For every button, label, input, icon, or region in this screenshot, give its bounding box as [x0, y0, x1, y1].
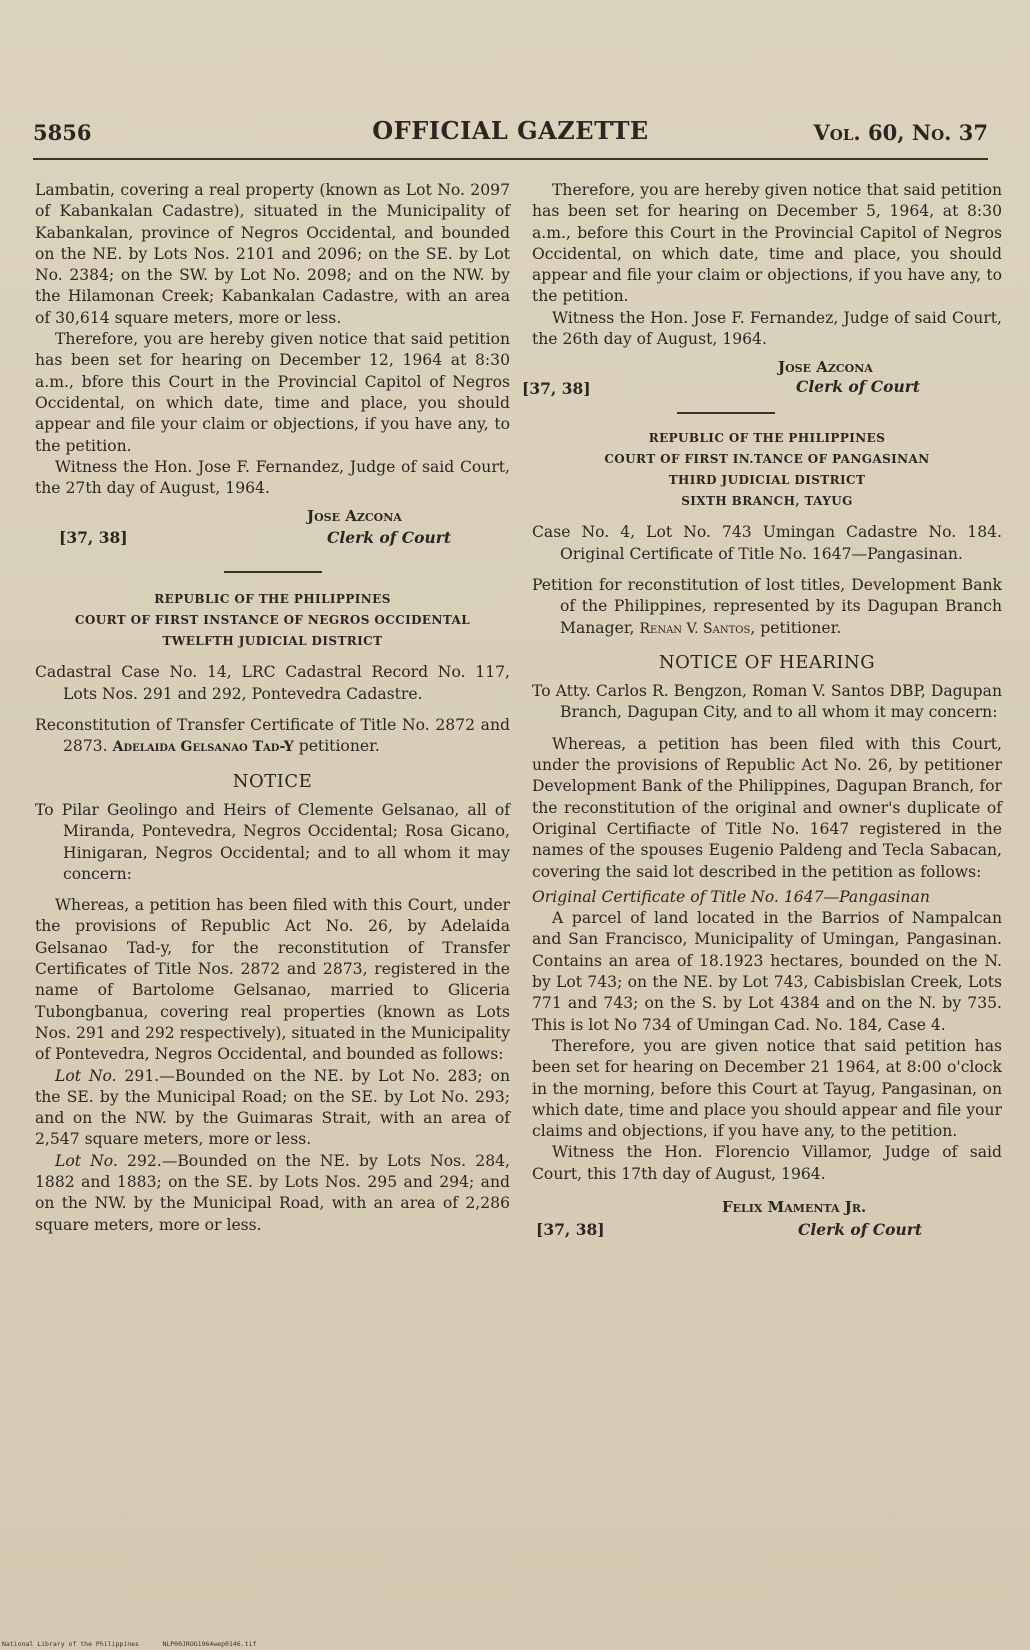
parcel-description: A parcel of land located in the Barrios of Nampalcan and San Francisco, Municipality of Umingan, Pangasinan. Contains an area of 18.1923 hectares, bounded on the N. by Lot 743; on the NE. by Lot 743, Cabisbislan Creek, Lots 771 and 743; on the S. by Lot 4384 and on the N. by 735. This is lot No 734 of Umingan Cad. No. 184, Case 4. [532, 909, 1002, 1034]
lot-292-text: 292.—Bounded on the NE. by Lots Nos. 284, 1882 and 1883; on the SE. by Lots Nos. 295 and 294; and on the NW. by the Municipal Road, with an area of 2,286 square meters, more or less. [35, 1151, 510, 1234]
case-title-text: Reconstitution of Transfer Certificate of Title No. 2872 and 2873. [35, 716, 510, 756]
signatory-title: Clerk of Court [796, 377, 921, 397]
court-line-3: TWELFTH JUDICIAL DISTRICT [162, 634, 383, 649]
page-header [33, 116, 988, 156]
signatory-title: Clerk of Court [327, 528, 452, 548]
court-line-1: REPUBLIC OF THE PHILIPPINES [648, 431, 886, 446]
right-paragraph-1: Therefore, you are hereby given notice that said petition has been set for hearing on December 5, 1964, at 8:30 a.m., before this Court in the Provincial Capitol of Negros Occidental, on which date, time and place, you should appear and file your claim or objections, if you have any, to the petition. [532, 181, 1002, 306]
court-line-3: THIRD JUDICIAL DISTRICT [668, 473, 866, 488]
case-title [532, 575, 1002, 640]
petitioner-label: petitioner. [298, 737, 380, 756]
right-witness-2: Witness the Hon. Florencio Villamor, Judge of said Court, this 17th day of August, 1964. [532, 1143, 1002, 1183]
signatory-name: Jose Azcona [307, 507, 402, 526]
left-column [35, 180, 510, 1236]
volume-label: Vol. 60, No. 37 [813, 120, 988, 145]
court-line-1: REPUBLIC OF THE PHILIPPINES [154, 592, 391, 607]
reference-number: [37, 38] [59, 528, 128, 548]
case-caption: Case No. 4, Lot No. 743 Umingan Cadastre No. 184. Original Certificate of Title No. 1647—Pangasinan. [532, 523, 1002, 563]
publication-title: OFFICIAL GAZETTE [372, 116, 649, 145]
court-line-2: COURT OF FIRST IN.TANCE OF PANGASINAN [604, 452, 930, 467]
signatory-name: Jose Azcona [778, 358, 873, 377]
manager-name: Renan V. Santos [639, 620, 751, 637]
hearing-notice-paragraph: Therefore, you are given notice that said petition has been set for hearing on December 21 1964, at 8:00 o'clock in the morning, before this Court at Tayug, Pangasinan, on which date, time and place you should appear and file your claims and objections, if you have any, to the petition. [532, 1036, 1002, 1141]
addressees: To Pilar Geolingo and Heirs of Clemente Gelsanao, all of Miranda, Pontevedra, Negros Occidental; Rosa Gicano, Hinigaran, Negros Occidental; and to all whom it may concern: [35, 800, 510, 883]
petitioner-label: , petitioner. [750, 618, 842, 637]
lot-292-description [35, 1151, 510, 1236]
notice-of-hearing-heading: NOTICE OF HEARING [658, 651, 876, 673]
court-line-4: SIXTH BRANCH, TAYUG [681, 494, 853, 509]
case-caption: Cadastral Case No. 14, LRC Cadastral Record No. 117, Lots Nos. 291 and 292, Pontevedra Cadastre. [35, 663, 510, 703]
notice-heading: NOTICE [232, 770, 313, 792]
reference-number: [37, 38] [536, 1219, 605, 1239]
right-signature-block-2 [532, 1189, 1002, 1239]
left-witness: Witness the Hon. Jose F. Fernandez, Judge of said Court, the 27th day of August, 1964. [35, 457, 510, 498]
left-signature-block [35, 503, 510, 553]
lot-291-description [35, 1066, 510, 1151]
signatory-title: Clerk of Court [798, 1219, 923, 1239]
lot-291-label: Lot No. [55, 1066, 117, 1085]
section-divider [677, 412, 775, 414]
reference-number: [37, 38] [522, 379, 591, 399]
right-column [522, 180, 1002, 1239]
addressees: To Atty. Carlos R. Bengzon, Roman V. Santos DBP, Dagupan Branch, Dagupan City, and to all whom it may concern: [532, 682, 1002, 722]
header-rule [33, 158, 988, 160]
petitioner-name: Adelaida Gelsanao Tad-Y [112, 739, 294, 756]
left-paragraph-2: Therefore, you are hereby given notice that said petition has been set for hearing on December 12, 1964 at 8:30 a.m., bfore this Court in the Provincial Capitol of Negros Occidental, on which date, time and place, you should appear and file your claim or objections, if you have any, to the petition. [35, 330, 510, 455]
lot-292-label: Lot No. [55, 1151, 118, 1170]
left-paragraph-1: Lambatin, covering a real property (known as Lot No. 2097 of Kabankalan Cadastre), situated in the Municipality of Kabankalan, province of Negros Occidental, and bounded on the NE. by Lots Nos. 2101 and 2096; on the SE. by Lot No. 2384; on the SW. by Lot No. 2098; and on the NW. by the Hilamonan Creek; Kabankalan Cadastre, with an area of 30,614 square meters, more or less. [35, 181, 510, 327]
court-line-2: COURT OF FIRST INSTANCE OF NEGROS OCCIDENTAL [74, 613, 471, 628]
right-witness: Witness the Hon. Jose F. Fernandez, Judge of said Court, the 26th day of August, 1964. [532, 308, 1002, 349]
scan-source-footer: National Library of the Philippines NLP00JROG1964wep0146.tif [2, 1640, 257, 1648]
case-title-text: Petition for reconstitution of lost titles, Development Bank of the Philippines, represented by its Dagupan Branch Manager, [532, 575, 1002, 637]
whereas-paragraph: Whereas, a petition has been filed with this Court, under the provisions of Republic Act No. 26, by Adelaida Gelsanao Tad-y, for the reconstitution of Transfer Certificates of Title Nos. 2872 and 2873, registered in the name of Bartolome Gelsanao, married to Gliceria Tubongbanua, covering real properties (known as Lots Nos. 291 and 292 respectively), situated in the Municipality of Pontevedra, Negros Occidental, and bounded as follows: [35, 896, 510, 1064]
case-title [35, 715, 510, 759]
page-number: 5856 [33, 120, 92, 145]
section-divider [224, 571, 322, 573]
whereas-paragraph: Whereas, a petition has been filed with this Court, under the provisions of Republic Act No. 26, by petitioner Development Bank of the Philippines, Dagupan Branch, for the reconstitution of the original and owner's duplicate of Original Certifiacte of Title No. 1647 registered in the names of the spouses Eugenio Paldeng and Tecla Sabacan, covering the said lot described in the petition as follows: [532, 734, 1002, 881]
oct-heading: Original Certificate of Title No. 1647—Pangasinan [532, 887, 930, 906]
lot-291-text: 291.—Bounded on the NE. by Lot No. 283; on the SE. by the Municipal Road; on the SE. by Lot No. 293; and on the NW. by the Guimaras Strait, with an area of 2,547 square meters, more or less. [35, 1066, 510, 1149]
signatory-name: Felix Mamenta Jr. [722, 1197, 867, 1216]
right-signature-block-1 [522, 354, 1002, 404]
